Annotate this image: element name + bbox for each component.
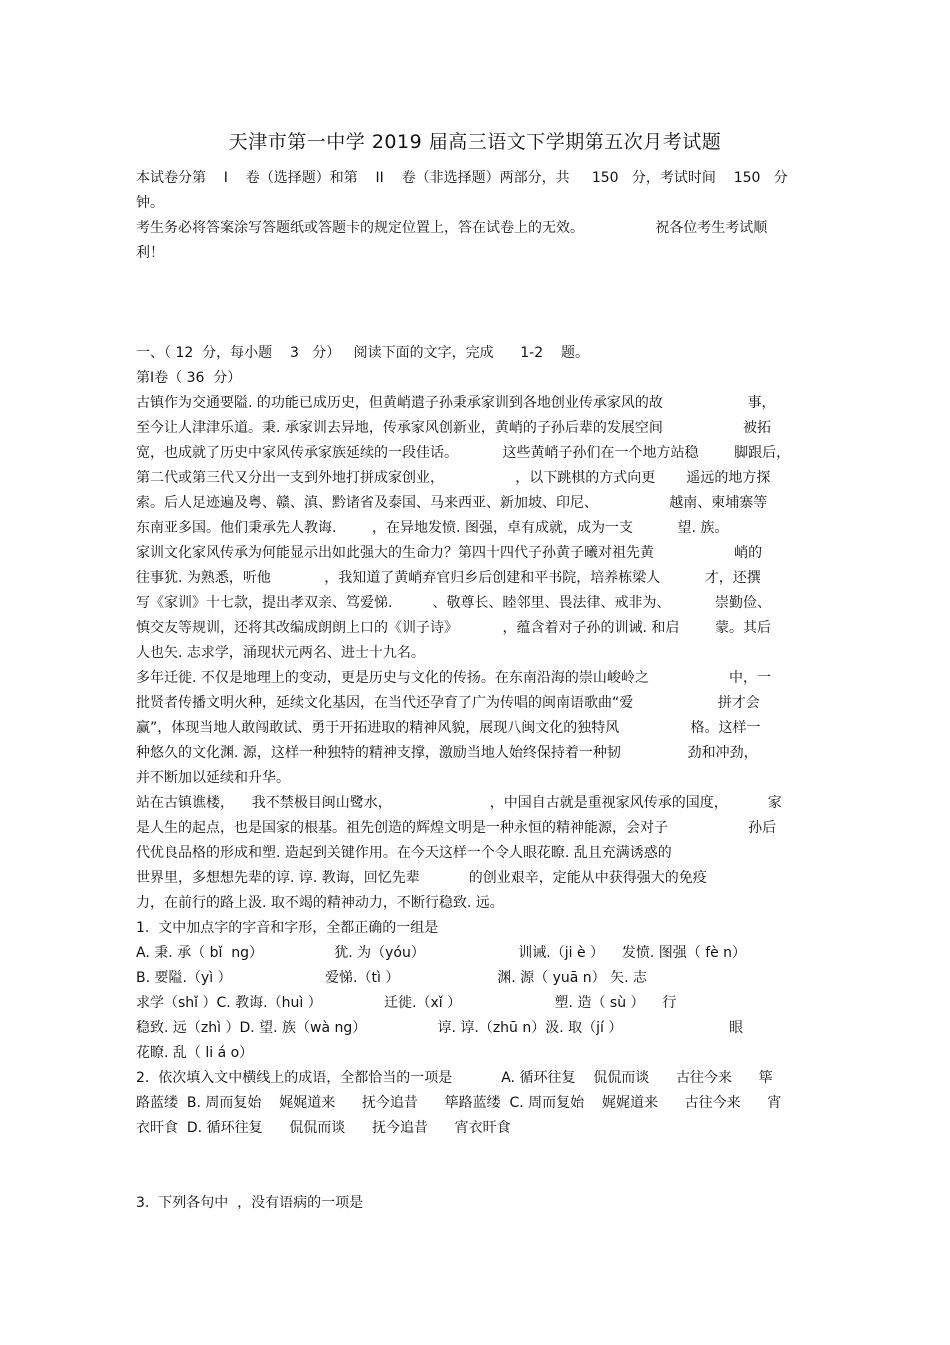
instruction-line: 考生务必将答案涂写答题纸或答题卡的规定位置上，答在试卷上的无效。 祝各位考生考试顺 (136, 220, 768, 236)
passage-line: 世界里，多想想先辈的谆. 谆. 教诲，回忆先辈 的创业艰辛，定能从中获得强大的免疫 (136, 870, 707, 886)
passage-line: 宽，也成就了历史中家风传承家族延续的一段佳话。 这些黄峭子孙们在一个地方站稳 脚跟后， (136, 445, 791, 461)
passage-line: 人也矢. 志求学，涌现状元两名、进士十九名。 (136, 645, 425, 661)
question-option-line: 求学（shǐ ）C. 教诲.（huì ） 迁徙.（xǐ ） 塑. 造（ sù ） 行 (136, 995, 677, 1011)
passage-line: 代优良品格的形成和塑. 造起到关键作用。在今天这样一个令人眼花瞭. 乱且充满诱惑的 (136, 845, 672, 861)
instruction-line: 钟。 (136, 195, 164, 211)
passage-line: 并不断加以延续和升华。 (136, 770, 290, 786)
question-option-line: A. 秉. 承（ bǐ ng） 犹. 为（yóu） 训诫.（ji è ） 发愤. 图强（ fè n） (136, 945, 747, 961)
instruction-line: 本试卷分第 I 卷（选择题）和第 II 卷（非选择题）两部分，共 150 分，考试时间 150 分 (136, 170, 788, 186)
question-option-line: 花瞭. 乱（ li á o） (136, 1045, 254, 1061)
question-option-line: 稳致. 远（zhì ）D. 望. 族（wà ng） 谆. 谆.（zhū n）汲. 取（jí ） 眼 (136, 1020, 744, 1036)
passage-line: 种悠久的文化渊. 源，这样一种独特的精神支撑，激励当地人始终保持着一种韧 劲和冲劲， (136, 745, 758, 761)
passage-line: 家训文化家风传承为何能显示出如此强大的生命力？第四十四代子孙黄子曦对祖先黄 峭的 (136, 545, 763, 561)
question-option-line: 衣旰食 D. 循环往复 侃侃而谈 抚今追昔 宵衣旰食 (136, 1120, 511, 1136)
question-stem: 3. 下列各句中 ，没有语病的一项是 (136, 1195, 364, 1211)
passage-line: 东南亚多国。他们秉承先人教诲. ，在异地发愤. 图强，卓有成就，成为一支 望. 族。 (136, 520, 729, 536)
question-option-line: 路蓝缕 B. 周而复始 娓娓道来 抚今追昔 筚路蓝缕 C. 周而复始 娓娓道来 古往今来 宵 (136, 1095, 782, 1111)
page-title: 天津市第一中学 2019 届高三语文下学期第五次月考试题 (228, 131, 722, 153)
passage-line: 多年迁徙. 不仅是地理上的变动，更是历史与文化的传扬。在东南沿海的崇山峻岭之 中，一 (136, 670, 772, 686)
passage-line: 写《家训》十七款，提出孝双亲、笃爱悌. 、敬尊长、睦邻里、畏法律、戒非为、 崇勤俭、 (136, 595, 772, 611)
passage-line: 赢”，体现当地人敢闯敢试、勇于开拓进取的精神风貌，展现八闽文化的独特风 格。这样一 (136, 720, 761, 736)
passage-line: 古镇作为交通要隘. 的功能已成历史，但黄峭遣子孙秉承家训到各地创业传承家风的故 事， (136, 395, 776, 411)
question-stem: 1. 文中加点字的字音和字形，全都正确的一组是 (136, 920, 439, 936)
passage-line: 索。后人足迹遍及粤、赣、滇、黔诸省及泰国、马来西亚、新加坡、印尼、 越南、柬埔寨等 (136, 495, 768, 511)
passage-line: 往事犹. 为熟悉，听他 ，我知道了黄峭弃官归乡后创建和平书院，培养栋梁人 才，还撰 (136, 570, 761, 586)
question-option-line: B. 要隘.（yì ） 爱悌.（tì ） 渊. 源（ yuā n） 矢. 志 (136, 970, 647, 986)
passage-line: 是人生的起点，也是国家的根基。祖先创造的辉煌文明是一种永恒的精神能源，会对子 孙后 (136, 820, 777, 836)
passage-line: 力，在前行的路上汲. 取不竭的精神动力，不断行稳致. 远。 (136, 895, 504, 911)
question-option-line: 2. 依次填入文中横线上的成语，全都恰当的一项是 A. 循环往复 侃侃而谈 古往今来 筚 (136, 1070, 773, 1086)
part-heading: 第Ⅰ卷（ 36 分） (136, 370, 242, 386)
passage-line: 批贤者传播文明火种，延续文化基因，在当代还孕育了广为传唱的闽南语歌曲“爱 拼才会 (136, 695, 760, 711)
section-heading: 一、（ 12 分，每小题 3 分） 阅读下面的文字，完成 1-2 题。 (136, 345, 589, 361)
passage-line: 第二代或第三代又分出一支到外地打拼成家创业， ，以下跳棋的方式向更 遥远的地方探 (136, 470, 771, 486)
passage-line: 至今让人津津乐道。秉. 承家训去异地，传承家风创新业，黄峭的子孙后辈的发展空间 被拓 (136, 420, 772, 436)
passage-line: 慎交友等规训，还将其改编成朗朗上口的《训子诗》 ，蕴含着对子孙的训诫. 和启 蒙。其后 (136, 620, 772, 636)
passage-line: 站在古镇谯楼， 我不禁极目闽山鹭水， ，中国自古就是重视家风传承的国度， 家 (136, 795, 782, 811)
instruction-line: 利！ (136, 245, 164, 261)
